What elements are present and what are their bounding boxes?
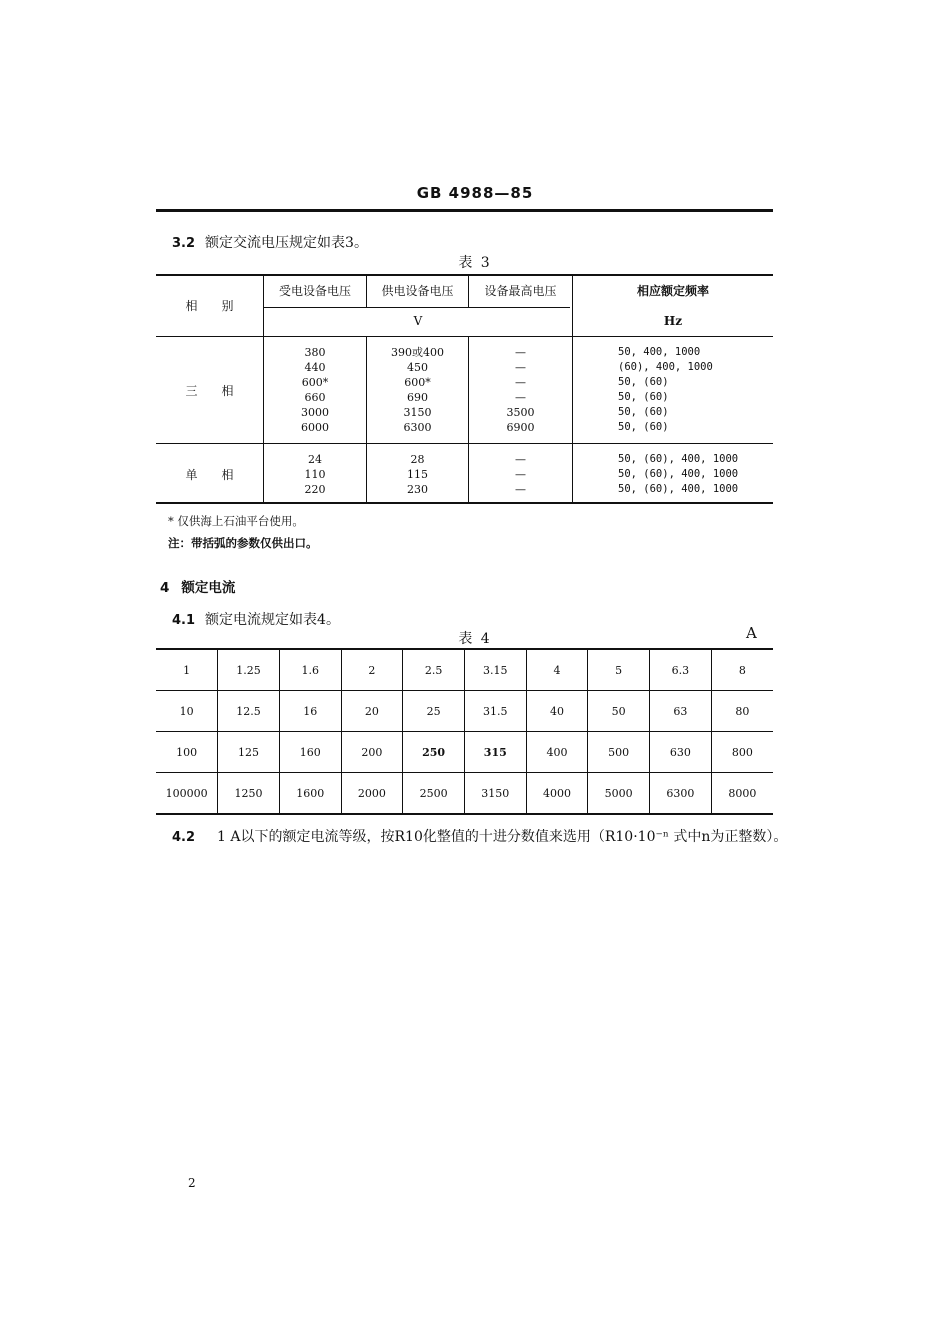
table-cell: 40 bbox=[526, 691, 588, 732]
table-cell: 8000 bbox=[711, 773, 773, 815]
table4-unit: A bbox=[746, 624, 757, 642]
section-4-number: 4 bbox=[160, 580, 170, 596]
value: 3150 bbox=[403, 406, 432, 419]
table-cell: 160 bbox=[279, 732, 341, 773]
footnote-offshore: * 仅供海上石油平台使用。 bbox=[168, 514, 304, 528]
note-brackets: 注：带括弧的参数仅供出口。 bbox=[168, 536, 318, 550]
clause-4-2-text: 1 A以下的额定电流等级，按R10化整值的十进分数值来选用（R10·10⁻ⁿ 式中n为正整数）。 bbox=[217, 829, 788, 845]
table-cell: 63 bbox=[650, 691, 712, 732]
table-cell: 1600 bbox=[279, 773, 341, 815]
table-cell: 5000 bbox=[588, 773, 650, 815]
table-cell: 315 bbox=[464, 732, 526, 773]
table-cell: 125 bbox=[218, 732, 280, 773]
value: 50, (60) bbox=[618, 376, 669, 388]
value: 6900 bbox=[506, 421, 535, 434]
header-receive-voltage: 受电设备电压 bbox=[278, 284, 351, 298]
clause-3-2-text: 额定交流电压规定如表3。 bbox=[205, 235, 368, 251]
single-phase-max-values bbox=[469, 452, 572, 497]
table-cell: 20 bbox=[341, 691, 403, 732]
single-phase-supply-values bbox=[367, 452, 468, 497]
header-phase: 相 别 bbox=[185, 299, 234, 313]
table3-caption: 表 3 bbox=[458, 255, 492, 271]
table-cell: 100000 bbox=[156, 773, 218, 815]
table-cell: 200 bbox=[341, 732, 403, 773]
table-cell: 400 bbox=[526, 732, 588, 773]
clause-4-2 bbox=[172, 826, 787, 846]
standard-code: GB 4988—85 bbox=[416, 184, 534, 202]
clause-4-2-number: 4.2 bbox=[172, 830, 196, 845]
value: 115 bbox=[407, 468, 428, 481]
table-cell: 50 bbox=[588, 691, 650, 732]
value: 50, (60), 400, 1000 bbox=[618, 483, 739, 495]
value: 6000 bbox=[301, 421, 329, 434]
table-cell: 4 bbox=[526, 649, 588, 691]
table-cell: 8 bbox=[711, 649, 773, 691]
table-cell: 800 bbox=[711, 732, 773, 773]
value: — bbox=[515, 361, 526, 374]
value: 50, (60), 400, 1000 bbox=[618, 453, 739, 465]
value: 690 bbox=[407, 391, 428, 404]
table-cell: 16 bbox=[279, 691, 341, 732]
header-rule bbox=[156, 209, 773, 212]
table-row bbox=[156, 649, 773, 691]
page-number: 2 bbox=[188, 1176, 196, 1190]
table-row bbox=[156, 691, 773, 732]
unit-hertz: Hz bbox=[663, 314, 683, 328]
three-phase-frequency-values bbox=[618, 345, 773, 435]
table-cell: 100 bbox=[156, 732, 218, 773]
value: 660 bbox=[304, 391, 326, 404]
clause-3-2-number: 3.2 bbox=[172, 236, 196, 251]
table-row bbox=[156, 773, 773, 815]
value: 28 bbox=[410, 453, 425, 466]
value: 230 bbox=[407, 483, 428, 496]
current-ratings-table bbox=[156, 648, 773, 815]
value: 110 bbox=[304, 468, 326, 481]
table-cell: 2500 bbox=[403, 773, 465, 815]
three-phase-receive-values bbox=[264, 345, 366, 435]
table-cell: 5 bbox=[588, 649, 650, 691]
three-phase-supply-values bbox=[367, 345, 468, 435]
phase-three: 三 相 bbox=[185, 384, 234, 398]
table-cell: 1.6 bbox=[279, 649, 341, 691]
table-cell: 80 bbox=[711, 691, 773, 732]
value: — bbox=[515, 468, 526, 481]
table-cell: 2 bbox=[341, 649, 403, 691]
value: — bbox=[515, 346, 526, 359]
header-supply-voltage: 供电设备电压 bbox=[381, 284, 454, 298]
value: — bbox=[515, 453, 526, 466]
table-cell: 2000 bbox=[341, 773, 403, 815]
phase-single: 单 相 bbox=[185, 468, 234, 482]
section-4-title: 额定电流 bbox=[181, 580, 236, 596]
table-cell: 1250 bbox=[218, 773, 280, 815]
value: 3000 bbox=[301, 406, 329, 419]
value: 380 bbox=[304, 346, 326, 359]
clause-4-1 bbox=[172, 609, 340, 629]
clause-4-1-number: 4.1 bbox=[172, 613, 196, 628]
table-cell: 630 bbox=[650, 732, 712, 773]
table-cell: 10 bbox=[156, 691, 218, 732]
clause-3-2 bbox=[172, 232, 368, 252]
value: 220 bbox=[304, 483, 326, 496]
table-cell: 1 bbox=[156, 649, 218, 691]
table-cell: 250 bbox=[403, 732, 465, 773]
table-cell: 1.25 bbox=[218, 649, 280, 691]
value: 3500 bbox=[506, 406, 535, 419]
table-cell: 6.3 bbox=[650, 649, 712, 691]
table-cell: 6300 bbox=[650, 773, 712, 815]
value: 50, (60), 400, 1000 bbox=[618, 468, 739, 480]
value: — bbox=[515, 376, 526, 389]
clause-4-1-text: 额定电流规定如表4。 bbox=[205, 612, 340, 628]
unit-volt: V bbox=[413, 314, 423, 328]
table-cell: 25 bbox=[403, 691, 465, 732]
table-3 bbox=[156, 274, 773, 504]
value: 600* bbox=[404, 376, 431, 389]
value: 50, 400, 1000 bbox=[618, 346, 701, 358]
section-4-heading bbox=[160, 576, 235, 596]
value: 600* bbox=[301, 376, 329, 389]
three-phase-max-values bbox=[469, 345, 572, 435]
value: (60), 400, 1000 bbox=[618, 361, 713, 373]
value: 50, (60) bbox=[618, 406, 669, 418]
table-cell: 4000 bbox=[526, 773, 588, 815]
value: 390或400 bbox=[391, 346, 444, 359]
value: 440 bbox=[304, 361, 326, 374]
value: 6300 bbox=[403, 421, 432, 434]
table-cell: 31.5 bbox=[464, 691, 526, 732]
value: 450 bbox=[407, 361, 428, 374]
value: 24 bbox=[308, 453, 322, 466]
table-cell: 3.15 bbox=[464, 649, 526, 691]
header-max-voltage: 设备最高电压 bbox=[484, 284, 557, 298]
table-cell: 2.5 bbox=[403, 649, 465, 691]
single-phase-receive-values bbox=[264, 452, 366, 497]
value: — bbox=[515, 483, 526, 496]
table-cell: 3150 bbox=[464, 773, 526, 815]
value: 50, (60) bbox=[618, 421, 669, 433]
header-frequency: 相应额定频率 bbox=[636, 284, 709, 298]
table-cell: 500 bbox=[588, 732, 650, 773]
single-phase-frequency-values bbox=[618, 452, 773, 497]
table-row bbox=[156, 732, 773, 773]
value: 50, (60) bbox=[618, 391, 669, 403]
table-cell: 12.5 bbox=[218, 691, 280, 732]
table-4 bbox=[156, 648, 773, 814]
value: — bbox=[515, 391, 526, 404]
table4-caption: 表 4 bbox=[458, 631, 492, 647]
